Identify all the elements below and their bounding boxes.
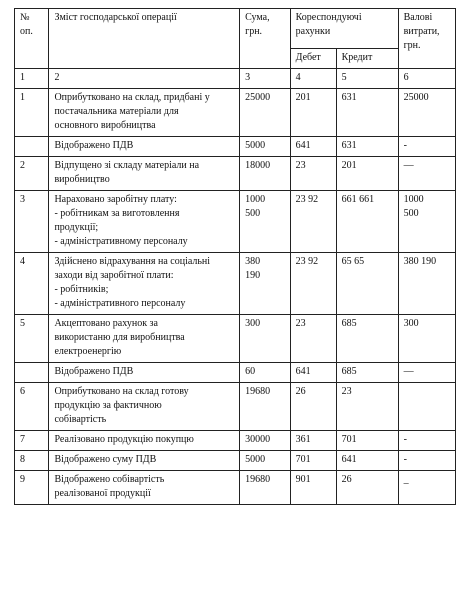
- table-row: [15, 89, 456, 137]
- cell-debit-line: 641: [295, 366, 311, 377]
- cell-no: [15, 363, 49, 383]
- cell-sum-line: 60: [245, 366, 256, 377]
- cell-debit: [290, 137, 336, 157]
- cell-no: 9: [15, 471, 49, 505]
- cell-debit-line: 26: [295, 386, 306, 397]
- cell-debit: [290, 431, 336, 451]
- header-sum-line: Сума,: [245, 12, 270, 23]
- cell-debit-line: 701: [295, 454, 311, 465]
- cell-credit-line: 685: [341, 318, 357, 329]
- cell-sum-line: 300: [245, 318, 261, 329]
- cell-sum: [240, 315, 291, 363]
- cell-operation-line: - адміністративного персоналу: [54, 298, 186, 309]
- table-row: [15, 383, 456, 431]
- cell-gross-expenses-line: _: [403, 474, 409, 485]
- header-no: [15, 9, 49, 69]
- cell-operation-line: заходи від заробітної плати:: [54, 270, 174, 281]
- cell-sum: [240, 471, 291, 505]
- cell-gross-expenses: [398, 315, 455, 363]
- cell-operation: [49, 471, 240, 505]
- cell-gross-expenses: [398, 253, 455, 315]
- cell-sum: [240, 363, 291, 383]
- cell-credit: [336, 191, 398, 253]
- cell-operation-line: Відображено ПДВ: [54, 140, 134, 151]
- cell-gross-expenses-line: 500: [403, 208, 419, 219]
- header-accounts: [290, 9, 398, 49]
- table-row: [15, 451, 456, 471]
- cell-operation-line: собівартість: [54, 414, 107, 425]
- cell-gross-expenses-line: -: [403, 434, 407, 445]
- cell-sum: [240, 89, 291, 137]
- cell-operation-line: електроенергію: [54, 346, 122, 357]
- cell-sum-line: 19680: [245, 386, 271, 397]
- cell-operation: [49, 315, 240, 363]
- cell-credit-line: 201: [341, 160, 357, 171]
- cell-operation-line: - робітникам за виготовлення: [54, 208, 180, 219]
- header-gross-line: Валові: [403, 12, 433, 23]
- cell-operation: [49, 431, 240, 451]
- table-row: [15, 253, 456, 315]
- cell-operation-line: Відображено суму ПДВ: [54, 454, 157, 465]
- cell-operation-line: Відпущено зі складу матеріали на: [54, 160, 200, 171]
- cell-gross-expenses: [398, 89, 455, 137]
- header-gross-line: витрати,: [403, 26, 440, 37]
- cell-gross-expenses: [398, 191, 455, 253]
- cell-credit: [336, 157, 398, 191]
- header-sum: [240, 9, 291, 69]
- header-accounts-line: Кореспондуючі: [295, 12, 362, 23]
- cell-debit: [290, 471, 336, 505]
- table-row: [15, 431, 456, 451]
- cell-debit-line: 23: [295, 160, 306, 171]
- cell-operation: [49, 451, 240, 471]
- table-row: [15, 157, 456, 191]
- index-cell: 6: [398, 69, 455, 89]
- index-cell: 3: [240, 69, 291, 89]
- header-sum-line: грн.: [245, 26, 263, 37]
- cell-sum-line: 19680: [245, 474, 271, 485]
- cell-operation: [49, 363, 240, 383]
- cell-credit: [336, 383, 398, 431]
- cell-debit-line: 23 92: [295, 256, 319, 267]
- cell-debit: [290, 363, 336, 383]
- cell-sum: [240, 383, 291, 431]
- cell-credit-line: 65 65: [341, 256, 365, 267]
- cell-operation-line: продукцію за фактичною: [54, 400, 162, 411]
- header-operation: Зміст господарської операції: [49, 9, 240, 69]
- cell-debit: [290, 253, 336, 315]
- header-gross-expenses: [398, 9, 455, 69]
- cell-no: 4: [15, 253, 49, 315]
- cell-debit: [290, 451, 336, 471]
- cell-operation-line: Акцептовано рахунок за: [54, 318, 158, 329]
- cell-debit-line: 23: [295, 318, 306, 329]
- document-page: [14, 8, 456, 505]
- cell-no: 2: [15, 157, 49, 191]
- cell-operation-line: використаню для виробництва: [54, 332, 185, 343]
- header-debit: Дебет: [290, 49, 336, 69]
- cell-credit-line: 631: [341, 92, 357, 103]
- cell-debit-line: 641: [295, 140, 311, 151]
- cell-operation-line: Відображено собівартість: [54, 474, 165, 485]
- cell-gross-expenses: [398, 383, 455, 431]
- table-row: [15, 471, 456, 505]
- transactions-table: [14, 8, 456, 505]
- cell-operation-line: Відображено ПДВ: [54, 366, 134, 377]
- cell-operation: [49, 157, 240, 191]
- header-gross-line: грн.: [403, 40, 421, 51]
- cell-operation-line: Нараховано заробітну плату:: [54, 194, 177, 205]
- cell-credit-line: 26: [341, 474, 352, 485]
- cell-operation-line: основного виробництва: [54, 120, 156, 131]
- cell-credit-line: 685: [341, 366, 357, 377]
- cell-no: 1: [15, 89, 49, 137]
- cell-credit: [336, 451, 398, 471]
- cell-credit-line: 701: [341, 434, 357, 445]
- cell-credit: [336, 431, 398, 451]
- cell-operation-line: реалізованої продукції: [54, 488, 151, 499]
- cell-credit-line: 661 661: [341, 194, 375, 205]
- cell-gross-expenses-line: -: [403, 140, 407, 151]
- header-accounts-line: рахунки: [295, 26, 331, 37]
- table-body: [15, 69, 456, 505]
- cell-debit: [290, 383, 336, 431]
- cell-no: 5: [15, 315, 49, 363]
- cell-sum-line: 1000: [245, 194, 266, 205]
- cell-sum: [240, 253, 291, 315]
- table-row: [15, 363, 456, 383]
- column-index-row: [15, 69, 456, 89]
- cell-gross-expenses-line: 300: [403, 318, 419, 329]
- cell-no: 6: [15, 383, 49, 431]
- cell-gross-expenses: [398, 451, 455, 471]
- cell-sum-line: 190: [245, 270, 261, 281]
- header-no-line: №: [20, 12, 30, 23]
- cell-gross-expenses: [398, 431, 455, 451]
- index-cell: 5: [336, 69, 398, 89]
- cell-operation-line: Оприбутковано на склад готову: [54, 386, 189, 397]
- cell-gross-expenses: [398, 137, 455, 157]
- cell-credit: [336, 253, 398, 315]
- cell-operation-line: Реалізовано продукцію покупцю: [54, 434, 194, 445]
- cell-debit-line: 201: [295, 92, 311, 103]
- cell-sum: [240, 191, 291, 253]
- cell-operation: [49, 253, 240, 315]
- cell-gross-expenses-line: —: [403, 366, 414, 377]
- cell-credit: [336, 315, 398, 363]
- cell-credit-line: 641: [341, 454, 357, 465]
- cell-sum-line: 5000: [245, 454, 266, 465]
- index-cell: 2: [49, 69, 240, 89]
- cell-gross-expenses-line: —: [403, 160, 414, 171]
- table-row: [15, 191, 456, 253]
- cell-no: 7: [15, 431, 49, 451]
- header-credit: Кредит: [336, 49, 398, 69]
- table-row: [15, 137, 456, 157]
- cell-credit-line: 23: [341, 386, 352, 397]
- cell-sum-line: 500: [245, 208, 261, 219]
- cell-debit: [290, 191, 336, 253]
- cell-sum-line: 380: [245, 256, 261, 267]
- index-cell: 4: [290, 69, 336, 89]
- cell-debit: [290, 315, 336, 363]
- cell-gross-expenses-line: 25000: [403, 92, 429, 103]
- cell-no: [15, 137, 49, 157]
- cell-debit-line: 361: [295, 434, 311, 445]
- cell-gross-expenses: [398, 471, 455, 505]
- cell-sum: [240, 451, 291, 471]
- cell-gross-expenses-line: 380 190: [403, 256, 437, 267]
- cell-operation: [49, 191, 240, 253]
- cell-operation-line: - робітників;: [54, 284, 109, 295]
- cell-sum-line: 30000: [245, 434, 271, 445]
- cell-gross-expenses-line: 1000: [403, 194, 424, 205]
- cell-credit-line: 631: [341, 140, 357, 151]
- cell-operation-line: постачальника матеріали для: [54, 106, 179, 117]
- cell-debit: [290, 89, 336, 137]
- cell-operation-line: продукції;: [54, 222, 99, 233]
- cell-sum-line: 5000: [245, 140, 266, 151]
- cell-operation-line: виробництво: [54, 174, 110, 185]
- cell-debit: [290, 157, 336, 191]
- index-cell: 1: [15, 69, 49, 89]
- cell-sum: [240, 157, 291, 191]
- cell-gross-expenses-line: -: [403, 454, 407, 465]
- cell-sum: [240, 137, 291, 157]
- cell-credit: [336, 363, 398, 383]
- cell-sum: [240, 431, 291, 451]
- cell-no: 8: [15, 451, 49, 471]
- cell-no: 3: [15, 191, 49, 253]
- cell-credit: [336, 89, 398, 137]
- cell-operation-line: Оприбутковано на склад, придбані у: [54, 92, 210, 103]
- table-row: [15, 315, 456, 363]
- cell-operation: [49, 89, 240, 137]
- cell-gross-expenses: [398, 157, 455, 191]
- cell-credit: [336, 471, 398, 505]
- cell-gross-expenses: [398, 363, 455, 383]
- cell-credit: [336, 137, 398, 157]
- cell-operation: [49, 383, 240, 431]
- cell-sum-line: 18000: [245, 160, 271, 171]
- cell-debit-line: 23 92: [295, 194, 319, 205]
- cell-debit-line: 901: [295, 474, 311, 485]
- cell-operation-line: Здійснено відрахування на соціальні: [54, 256, 211, 267]
- cell-operation: [49, 137, 240, 157]
- header-no-line: оп.: [20, 26, 33, 37]
- cell-sum-line: 25000: [245, 92, 271, 103]
- cell-operation-line: - адміністративному персоналу: [54, 236, 188, 247]
